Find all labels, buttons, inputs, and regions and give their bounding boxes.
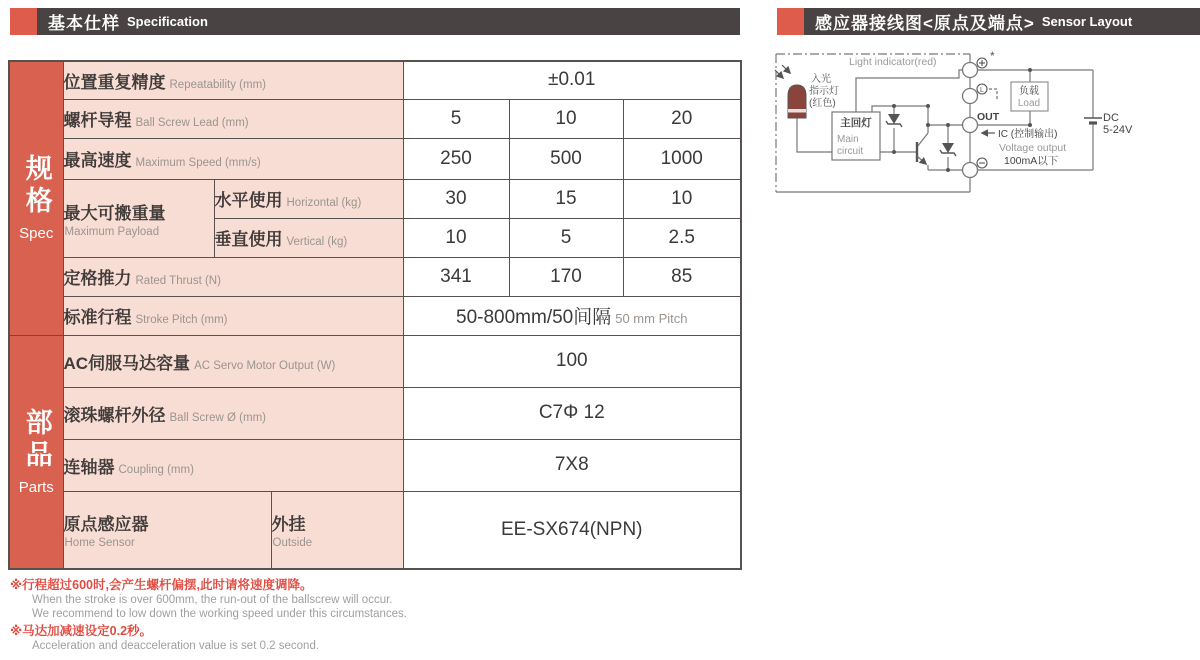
dc-label: DC: [1103, 112, 1119, 124]
stroke-value: 50-800mm/50间隔 50 mm Pitch: [403, 296, 741, 335]
stroke-label: 标准行程 Stroke Pitch (mm): [63, 296, 403, 335]
svg-text:主回灯: 主回灯: [840, 117, 872, 129]
table-row: [9, 335, 741, 387]
footnote-en-1: When the stroke is over 600mm, the run-out of the ballscrew will occur.: [32, 594, 393, 606]
section-label-parts: [9, 335, 63, 569]
table-row: [9, 387, 741, 439]
rated-thrust-value-2: 85: [623, 257, 741, 296]
payload-vertical-value-1: 5: [509, 218, 623, 257]
home-sensor-label: 原点感应器 Home Sensor: [63, 491, 271, 569]
home-sensor-mount-label: 外挂 Outside: [271, 491, 403, 569]
incoming-light-arrows: [775, 65, 790, 78]
current-limit-label: 100mA以下: [1004, 155, 1059, 167]
section-spec-en: Spec: [19, 225, 54, 243]
payload-vertical-value-2: 2.5: [623, 218, 741, 257]
load-box: [1011, 82, 1048, 111]
footnote-zh-2: ※马达加减速设定0.2秒。: [10, 624, 153, 638]
terminal-l: [963, 89, 978, 104]
max-speed-label: 最高速度 Maximum Speed (mm/s): [63, 138, 403, 179]
terminal-minus: [963, 163, 978, 178]
header-title-zh: 基本仕样: [48, 14, 120, 33]
table-row: [9, 138, 741, 179]
ball-screw-lead-label: 螺杆导程 Ball Screw Lead (mm): [63, 99, 403, 138]
home-sensor-value: EE-SX674(NPN): [403, 491, 741, 569]
rated-thrust-label: 定格推力 Rated Thrust (N): [63, 257, 403, 296]
table-row: [9, 61, 741, 99]
specification-header: [10, 8, 740, 35]
payload-horizontal-label: 水平使用 Horizontal (kg): [214, 179, 403, 218]
incoming-light-label: 入光: [811, 74, 831, 85]
table-row: [9, 179, 741, 218]
rated-thrust-value-0: 341: [403, 257, 509, 296]
led-indicator: [788, 85, 806, 118]
payload-horizontal-value-1: 15: [509, 179, 623, 218]
ball-screw-dia-value: C7Φ 12: [403, 387, 741, 439]
ic-output-label: IC (控制输出): [998, 129, 1058, 140]
red-square-icon: [777, 8, 804, 35]
table-row: [9, 296, 741, 335]
repeatability-label: 位置重复精度 Repeatability (mm): [63, 61, 403, 99]
plus-circle-icon: [977, 58, 987, 68]
rated-thrust-value-1: 170: [509, 257, 623, 296]
section-spec-zh: 规格: [21, 154, 52, 219]
servo-output-value: 100: [403, 335, 741, 387]
servo-output-label: AC伺服马达容量 AC Servo Motor Output (W): [63, 335, 403, 387]
ball-screw-dia-label: 滚珠螺杆外径 Ball Screw Ø (mm): [63, 387, 403, 439]
svg-text:Main: Main: [837, 134, 859, 145]
out-label: OUT: [977, 111, 1000, 123]
section-parts-en: Parts: [18, 478, 54, 496]
dc-range-label: 5-24V: [1103, 124, 1133, 136]
l-circle-icon: [977, 84, 997, 101]
footnotes: [10, 575, 407, 653]
ball-screw-lead-value-2: 20: [623, 99, 741, 138]
payload-vertical-label: 垂直使用 Vertical (kg): [214, 218, 403, 257]
max-speed-value-0: 250: [403, 138, 509, 179]
max-speed-value-1: 500: [509, 138, 623, 179]
header-title-en: Specification: [127, 14, 208, 29]
ball-screw-lead-value-0: 5: [403, 99, 509, 138]
asterisk-mark: *: [990, 49, 995, 63]
terminal-plus: [963, 63, 978, 78]
zener-diode: [886, 114, 902, 127]
sensor-layout-header: [777, 8, 1200, 35]
light-indicator-label: Light indicator(red): [849, 56, 937, 68]
lamp-color-label: (红色): [809, 98, 836, 109]
main-circuit-box: [832, 112, 880, 160]
minus-circle-icon: [977, 158, 987, 168]
payload-vertical-value-0: 10: [403, 218, 509, 257]
header-title-en: Sensor Layout: [1041, 14, 1133, 29]
coupling-value: 7X8: [403, 439, 741, 491]
payload-horizontal-value-0: 30: [403, 179, 509, 218]
table-row: [9, 99, 741, 138]
specification-table: [8, 60, 742, 570]
footnote-zh-1: ※行程超过600时,会产生螺杆偏摆,此时请将速度调降。: [10, 578, 313, 592]
footnote-en-3: Acceleration and deacceleration value is set 0.2 second.: [32, 640, 320, 652]
repeatability-value: ±0.01: [403, 61, 741, 99]
svg-text:Load: Load: [1017, 98, 1041, 109]
table-row: [9, 491, 741, 569]
table-row: [9, 439, 741, 491]
header-title-zh: 感应器接线图<原点及端点>: [815, 14, 1035, 33]
section-label-spec: [9, 61, 63, 335]
voltage-output-label: Voltage output: [999, 142, 1067, 154]
svg-text:circuit: circuit: [837, 146, 864, 157]
svg-text:负载: 负载: [1019, 86, 1039, 97]
payload-horizontal-value-2: 10: [623, 179, 741, 218]
table-row: [9, 257, 741, 296]
coupling-label: 连轴器 Coupling (mm): [63, 439, 403, 491]
red-square-icon: [10, 8, 37, 35]
max-payload-label: 最大可搬重量 Maximum Payload: [63, 179, 214, 257]
battery-symbol: [1084, 118, 1102, 123]
terminal-out: [963, 118, 978, 133]
sensor-wiring-diagram: [773, 48, 1200, 200]
ball-screw-lead-value-1: 10: [509, 99, 623, 138]
footnote-en-2: We recommend to low down the working speed under this circumstances.: [32, 608, 407, 620]
section-parts-zh: 部品: [21, 407, 52, 472]
zener-diode: [940, 143, 956, 156]
indicator-lamp-label: 指示灯: [809, 86, 839, 97]
max-speed-value-2: 1000: [623, 138, 741, 179]
svg-text:L: L: [980, 87, 984, 94]
